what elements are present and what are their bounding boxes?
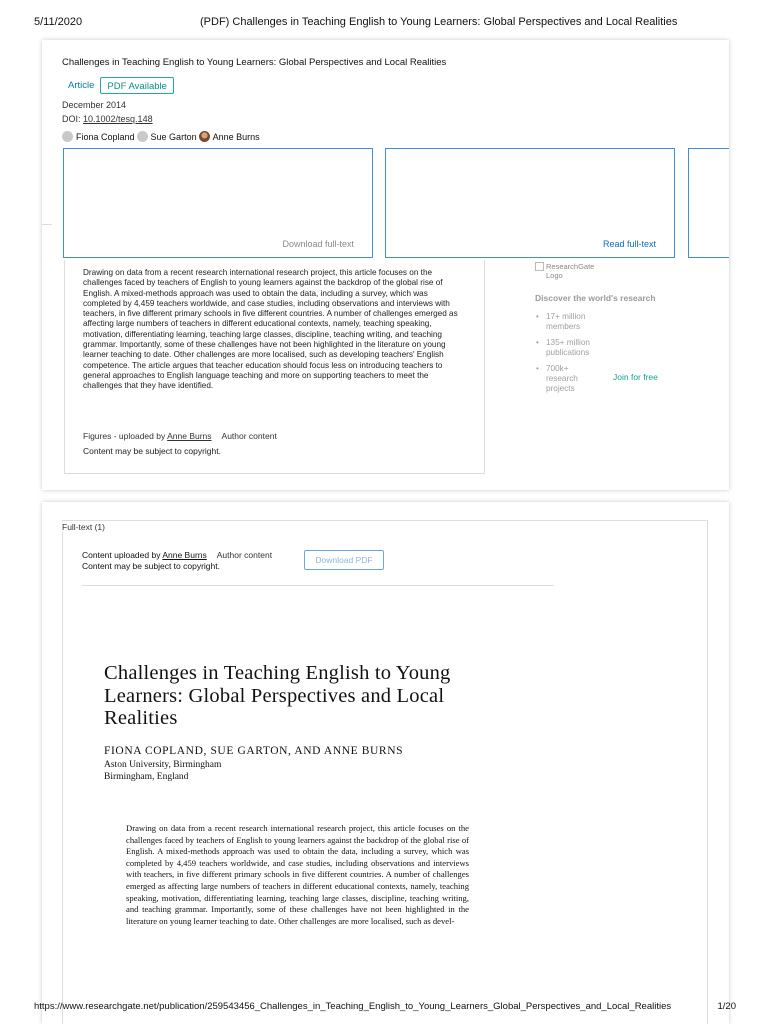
doi	[62, 114, 153, 124]
copyright-note: Content may be subject to copyright.	[82, 561, 220, 571]
doi-link[interactable]: 10.1002/tesq.148	[83, 114, 153, 124]
author-link[interactable]: Anne Burns	[212, 131, 260, 142]
affiliation-line: Birmingham, England	[104, 771, 189, 782]
publication-tags	[62, 77, 174, 94]
researchgate-promo	[535, 262, 725, 400]
paper-title: Challenges in Teaching English to Young Learners: Global Perspectives and Local Realities	[104, 662, 451, 729]
paper-abstract: Drawing on data from a recent research international research project, this article focuses on the challenges faced by teachers of English to young learners against the backdrop of the global rise of English. A mixed-methods approach was used to obtain the data, including a survey, which was completed by 4,459 teachers worldwide, and case studies, including observations and interviews with teachers, in five different primary schools in five different countries. A number of challenges emerged as affecting large numbers of teachers in different educational contexts, namely, teaching speaking, motivation, differentiating learning, teaching large classes, discipline, teaching writing, and teaching grammar. Importantly, some of these challenges have not been highlighted in the literature on young learner teaching to date. Other challenges are more localised, such as devel-	[126, 823, 469, 926]
author-link[interactable]: Sue Garton	[150, 131, 197, 142]
author-content-label: Author content	[221, 431, 277, 441]
pdf-available-tag[interactable]: PDF Available	[100, 77, 174, 94]
stat-projects: • 700k+ research projects	[535, 364, 595, 394]
discover-heading: Discover the world's research	[535, 293, 656, 303]
researchgate-logo	[535, 262, 725, 280]
page-number: 1/20	[717, 1001, 736, 1012]
publication-card	[42, 40, 729, 490]
abstract-text: Drawing on data from a recent research international research project, this article focuses on the challenges faced by teachers of English to young learners against the backdrop of the global rise of English. A mixed-methods approach was used to obtain the data, including a survey, which was completed by 4,459 teachers worldwide, and case studies, including observations and interviews with teachers, in five different primary schools in five different countries. A number of challenges emerged as affecting large numbers of teachers in different educational contexts, namely, teaching speaking, motivation, differentiating learning, teaching large classes, discipline, teaching writing, and teaching grammar. Importantly, some of these challenges have not been highlighted in the literature on young learner teaching to date. Other challenges are more localised, such as developing teachers' English competence. The article argues that teacher education should focus less on introducing teachers to general approaches to English language teaching and more on supporting teachers to meet the challenges that they have identified.	[83, 268, 458, 391]
author-link[interactable]: Fiona Copland	[76, 131, 135, 142]
copyright-note: Content may be subject to copyright.	[83, 446, 221, 456]
divider	[82, 585, 554, 586]
publication-date: December 2014	[62, 100, 127, 110]
avatar	[62, 131, 73, 142]
avatar	[199, 131, 210, 142]
carousel-edge-left	[42, 224, 52, 225]
author-content-label: Author content	[216, 550, 273, 560]
print-date: 5/11/2020	[34, 16, 83, 28]
stat-members: • 17+ million members	[535, 312, 595, 332]
download-pdf-button[interactable]: Download PDF	[304, 550, 384, 570]
article-tag[interactable]: Article	[68, 80, 95, 91]
fulltext-heading: Full-text (1)	[62, 522, 105, 532]
author-list	[62, 131, 262, 142]
print-title: (PDF) Challenges in Teaching English to Young Learners: Global Perspectives and Local Realities	[200, 16, 678, 28]
paper-authors: FIONA COPLAND, SUE GARTON, AND ANNE BURNS	[104, 745, 404, 757]
join-for-free-button[interactable]: Join for free	[613, 372, 658, 382]
content-uploaded-line	[82, 550, 272, 560]
fulltext-card	[42, 502, 729, 1024]
uploaded-prefix: Content uploaded by	[82, 550, 163, 560]
preview-download[interactable]	[63, 148, 373, 258]
avatar	[137, 131, 148, 142]
doi-label: DOI:	[62, 114, 84, 124]
read-fulltext-link[interactable]: Read full-text	[602, 239, 656, 249]
preview-read[interactable]	[385, 148, 675, 258]
figures-line	[83, 431, 277, 441]
publication-title: Challenges in Teaching English to Young Learners: Global Perspectives and Local Realities	[62, 57, 447, 68]
uploader-link[interactable]: Anne Burns	[162, 550, 207, 560]
broken-image-icon	[535, 262, 544, 271]
uploader-link[interactable]: Anne Burns	[167, 431, 212, 441]
figures-prefix: Figures - uploaded by	[83, 431, 168, 441]
stat-publications: • 135+ million publications	[535, 338, 595, 358]
download-fulltext-link[interactable]: Download full-text	[282, 239, 354, 249]
logo-alt-text: ResearchGate Logo	[546, 262, 595, 280]
preview-next[interactable]	[688, 148, 729, 258]
abstract-panel	[64, 260, 485, 474]
affiliation-line: Aston University, Birmingham	[104, 760, 222, 770]
print-url: https://www.researchgate.net/publication/259543456_Challenges_in_Teaching_English_to_Young_Learners_Global_Perspectives_and_Local_Realities	[34, 1001, 672, 1012]
figures-uploaded-by	[83, 431, 212, 441]
paper-affiliation	[104, 760, 221, 783]
